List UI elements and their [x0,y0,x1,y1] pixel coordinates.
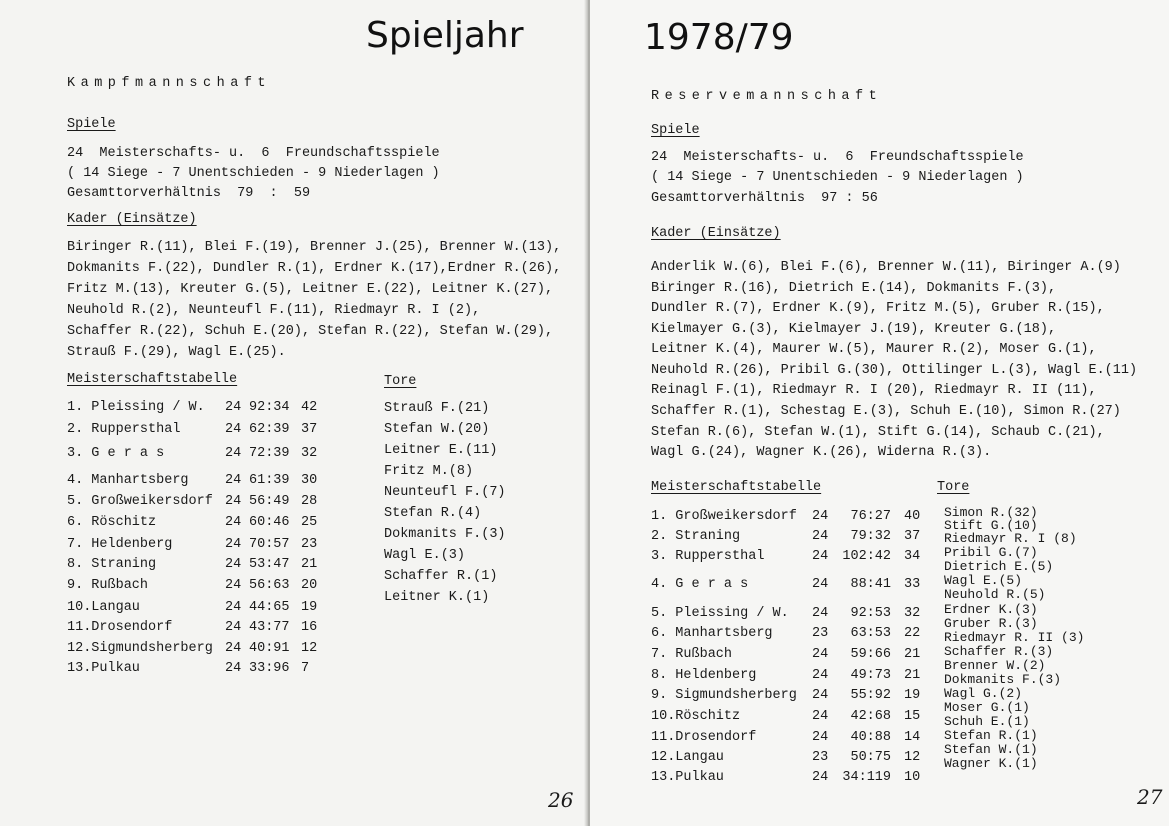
page-number: 26 [548,788,574,812]
scorer-entry: Stift G.(10) [944,518,1038,533]
goal-ratio: 60:46 [249,515,290,530]
goal-ratio: 88:41 [850,577,891,592]
games-count: 24 [225,661,242,676]
points: 14 [904,730,921,745]
points: 23 [301,537,318,552]
team-heading: Reservemannschaft [651,89,883,104]
points: 12 [301,641,318,656]
squad-line: Neuhold R.(2), Neunteufl F.(11), Riedmayr R. I (2), [67,303,481,318]
team-name: 10.Röschitz [651,709,741,724]
scorer-entry: Dietrich E.(5) [944,559,1054,574]
points: 16 [301,620,318,635]
scorer-entry: Brenner W.(2) [944,658,1046,673]
games-count: 24 [225,578,242,593]
games-count: 24 [812,730,829,745]
goal-ratio: 61:39 [249,473,290,488]
goal-ratio: 43:77 [249,620,290,635]
goal-ratio: 63:53 [850,626,891,641]
points: 22 [904,626,921,641]
goal-ratio: 53:47 [249,557,290,572]
team-name: 8. Heldenberg [651,668,757,683]
goal-ratio: 62:39 [249,422,290,437]
goal-ratio: 102:42 [842,549,891,564]
team-name: 9. Rußbach [67,578,149,593]
games-line: 24 Meisterschafts- u. 6 Freundschaftsspiele [67,146,440,161]
team-name: 1. Pleissing / W. [67,400,205,415]
goal-ratio: 70:57 [249,537,290,552]
scorers-heading: Tore [384,374,417,389]
team-name: 12.Langau [651,750,724,765]
goal-ratio: 44:65 [249,600,290,615]
scorer-entry: Strauß F.(21) [384,401,490,416]
games-count: 23 [812,750,829,765]
games-count: 23 [812,626,829,641]
squad-line: Reinagl F.(1), Riedmayr R. I (20), Riedmayr R. II (11), [651,383,1097,398]
team-name: 7. Heldenberg [67,537,173,552]
goal-ratio: 56:63 [249,578,290,593]
points: 32 [301,446,318,461]
scorer-entry: Dokmanits F.(3) [944,672,1062,687]
team-name: 10.Langau [67,600,140,615]
goal-ratio: 59:66 [850,647,891,662]
games-count: 24 [225,641,242,656]
squad-line: Stefan R.(6), Stefan W.(1), Stift G.(14), Schaub C.(21), [651,425,1105,440]
team-name: 5. Großweikersdorf [67,494,213,509]
scorer-entry: Leitner K.(1) [384,590,490,605]
team-name: 5. Pleissing / W. [651,606,789,621]
games-count: 24 [812,549,829,564]
games-count: 24 [812,688,829,703]
goal-ratio: 34:119 [842,770,891,785]
goal-ratio: 55:92 [850,688,891,703]
games-count: 24 [225,600,242,615]
team-name: 4. Manhartsberg [67,473,189,488]
squad-line: Kielmayer G.(3), Kielmayer J.(19), Kreuter G.(18), [651,322,1057,337]
points: 7 [301,661,310,676]
scorer-entry: Wagner K.(1) [944,756,1038,771]
games-count: 24 [225,494,242,509]
goal-ratio: 40:91 [249,641,290,656]
scorer-entry: Wagl E.(5) [944,573,1023,588]
points: 32 [904,606,921,621]
goal-ratio: 49:73 [850,668,891,683]
games-line: 24 Meisterschafts- u. 6 Freundschaftsspiele [651,150,1024,165]
games-count: 24 [812,577,829,592]
points: 25 [301,515,318,530]
games-line: Gesamttorverhältnis 97 : 56 [651,191,878,206]
points: 21 [904,668,921,683]
squad-line: Strauß F.(29), Wagl E.(25). [67,345,286,360]
squad-line: Anderlik W.(6), Blei F.(6), Brenner W.(11), Biringer A.(9) [651,260,1121,275]
games-count: 24 [225,515,242,530]
scorer-entry: Stefan R.(1) [944,728,1038,743]
scorer-entry: Gruber R.(3) [944,616,1038,631]
scorer-entry: Moser G.(1) [944,700,1030,715]
points: 19 [904,688,921,703]
games-heading: Spiele [67,117,116,132]
goal-ratio: 92:34 [249,400,290,415]
goal-ratio: 72:39 [249,446,290,461]
scorer-entry: Schaffer R.(1) [384,569,498,584]
team-name: 7. Rußbach [651,647,733,662]
points: 34 [904,549,921,564]
scorer-entry: Wagl G.(2) [944,686,1023,701]
goal-ratio: 50:75 [850,750,891,765]
team-name: 3. Ruppersthal [651,549,765,564]
scorer-entry: Stefan R.(4) [384,506,482,521]
team-name: 9. Sigmundsherberg [651,688,797,703]
games-count: 24 [812,606,829,621]
page-title: Spieljahr [366,15,524,56]
points: 30 [301,473,318,488]
goal-ratio: 79:32 [850,529,891,544]
points: 21 [904,647,921,662]
games-count: 24 [225,422,242,437]
page-title: 1978/79 [644,17,794,58]
squad-line: Dokmanits F.(22), Dundler R.(1), Erdner K.(17),Erdner R.(26), [67,261,562,276]
scorer-entry: Neuhold R.(5) [944,587,1046,602]
points: 15 [904,709,921,724]
scorer-entry: Dokmanits F.(3) [384,527,506,542]
points: 33 [904,577,921,592]
points: 10 [904,770,921,785]
squad-line: Biringer R.(16), Dietrich E.(14), Dokmanits F.(3), [651,281,1057,296]
team-name: 11.Drosendorf [67,620,173,635]
squad-heading: Kader (Einsätze) [67,212,197,227]
scorer-entry: Riedmayr R. I (8) [944,531,1077,546]
games-count: 24 [812,529,829,544]
points: 21 [301,557,318,572]
games-count: 24 [225,473,242,488]
team-name: 2. Straning [651,529,741,544]
goal-ratio: 40:88 [850,730,891,745]
scorer-entry: Riedmayr R. II (3) [944,630,1085,645]
scorer-entry: Erdner K.(3) [944,602,1038,617]
table-heading: Meisterschaftstabelle [67,372,238,387]
games-count: 24 [812,709,829,724]
goal-ratio: 42:68 [850,709,891,724]
points: 12 [904,750,921,765]
squad-line: Schaffer R.(22), Schuh E.(20), Stefan R.(22), Stefan W.(29), [67,324,554,339]
points: 19 [301,600,318,615]
team-name: 1. Großweikersdorf [651,509,797,524]
games-count: 24 [812,770,829,785]
page-number: 27 [1137,785,1163,809]
points: 28 [301,494,318,509]
team-name: 13.Pulkau [651,770,724,785]
games-count: 24 [225,557,242,572]
scorer-entry: Wagl E.(3) [384,548,466,563]
team-name: 2. Ruppersthal [67,422,181,437]
points: 20 [301,578,318,593]
table-heading: Meisterschaftstabelle [651,480,822,495]
squad-line: Biringer R.(11), Blei F.(19), Brenner J.(25), Brenner W.(13), [67,240,562,255]
points: 37 [904,529,921,544]
squad-line: Fritz M.(13), Kreuter G.(5), Leitner E.(22), Leitner K.(27), [67,282,554,297]
games-count: 24 [225,537,242,552]
team-name: 12.Sigmundsherberg [67,641,213,656]
goal-ratio: 92:53 [850,606,891,621]
scorer-entry: Fritz M.(8) [384,464,474,479]
team-name: 4. G e r a s [651,577,749,592]
games-count: 24 [225,446,242,461]
scorer-entry: Neunteufl F.(7) [384,485,506,500]
scorer-entry: Schuh E.(1) [944,714,1030,729]
squad-line: Dundler R.(7), Erdner K.(9), Fritz M.(5), Gruber R.(15), [651,301,1105,316]
games-count: 24 [225,400,242,415]
scorer-entry: Leitner E.(11) [384,443,498,458]
squad-line: Wagl G.(24), Wagner K.(26), Widerna R.(3). [651,445,992,460]
games-line: Gesamttorverhältnis 79 : 59 [67,186,311,201]
games-heading: Spiele [651,123,700,138]
games-count: 24 [812,509,829,524]
right-page [590,0,1169,826]
games-count: 24 [812,668,829,683]
goal-ratio: 76:27 [850,509,891,524]
team-name: 3. G e r a s [67,446,165,461]
points: 40 [904,509,921,524]
goal-ratio: 56:49 [249,494,290,509]
points: 37 [301,422,318,437]
squad-line: Neuhold R.(26), Pribil G.(30), Ottilinger L.(3), Wagl E.(11) [651,363,1138,378]
squad-line: Schaffer R.(1), Schestag E.(3), Schuh E.(10), Simon R.(27) [651,404,1121,419]
team-name: 13.Pulkau [67,661,140,676]
team-name: 8. Straning [67,557,157,572]
games-line: ( 14 Siege - 7 Unentschieden - 9 Niederlagen ) [651,170,1024,185]
team-name: 11.Drosendorf [651,730,757,745]
points: 42 [301,400,318,415]
squad-heading: Kader (Einsätze) [651,226,781,241]
scorer-entry: Simon R.(32) [944,505,1038,520]
squad-line: Leitner K.(4), Maurer W.(5), Maurer R.(2), Moser G.(1), [651,342,1097,357]
games-count: 24 [812,647,829,662]
scorer-entry: Pribil G.(7) [944,545,1038,560]
team-name: 6. Manhartsberg [651,626,773,641]
scorer-entry: Stefan W.(20) [384,422,490,437]
games-count: 24 [225,620,242,635]
scorers-heading: Tore [937,480,970,495]
team-heading: Kampfmannschaft [67,76,272,91]
scorer-entry: Schaffer R.(3) [944,644,1054,659]
team-name: 6. Röschitz [67,515,157,530]
scorer-entry: Stefan W.(1) [944,742,1038,757]
games-line: ( 14 Siege - 7 Unentschieden - 9 Niederlagen ) [67,166,440,181]
goal-ratio: 33:96 [249,661,290,676]
